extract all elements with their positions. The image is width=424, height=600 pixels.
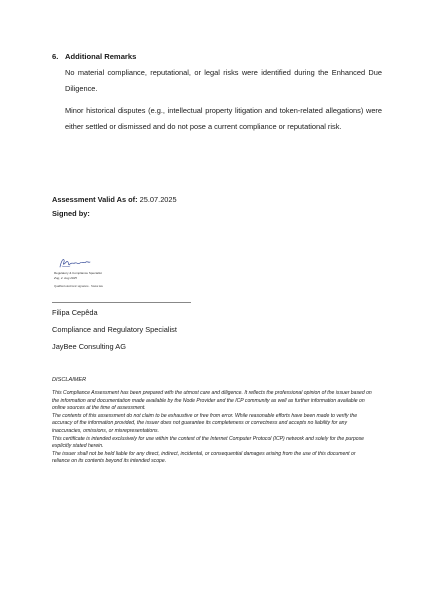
electronic-signature-block <box>54 256 164 296</box>
signer-company: JayBee Consulting AG <box>52 342 126 351</box>
disclaimer-paragraph-1: This Compliance Assessment has been prepared with the utmost care and diligence. It reflects the professional opinion of the issuer based on the information and documentation made available by the Node Provider and the ICP community as well as further information available on online sources at the time of assessment. <box>52 390 372 412</box>
assessment-date: 25.07.2025 <box>139 195 177 204</box>
disclaimer-paragraph-4: The issuer shall not be held liable for any direct, indirect, incidental, or consequential damages arising from the use of this document or reliance on its contents beyond its intended scope. <box>52 450 356 465</box>
disclaimer-paragraph-2: The contents of this assessment do not claim to be exhaustive or free from error. While reasonable efforts have been made to verify the accuracy of the information provided, the issuer does not guarantee its completeness or correctness and accepts no liability for any inaccuracies, omissions, or misrepresentations. <box>52 412 358 434</box>
signature-role: Regulatory & Compliance Specialist <box>54 271 102 275</box>
section-title: Additional Remarks <box>65 52 137 61</box>
signed-by-label: Signed by: <box>52 209 90 218</box>
additional-remarks-section <box>52 51 382 134</box>
assessment-label: Assessment Valid As of: <box>52 195 138 204</box>
signer-name: Filipa Cepêda <box>52 308 98 317</box>
signer-title: Compliance and Regulatory Specialist <box>52 325 177 334</box>
signature-line <box>52 302 191 303</box>
disclaimer-paragraph-3: This certificate is intended exclusively for use within the context of the Internet Computer Protocol (ICP) network and solely for the purpose explicitly stated herein. <box>52 435 365 450</box>
signature-note: Qualified electronic signature · Swiss law <box>54 285 103 288</box>
section-number: 6. <box>52 52 59 61</box>
remarks-paragraph-1: No material compliance, reputational, or legal risks were identified during the Enhanced Due Diligence. <box>65 68 382 93</box>
disclaimer-text <box>52 390 374 466</box>
handwritten-signature <box>58 256 92 270</box>
section-heading <box>52 51 382 63</box>
disclaimer-title: DISCLAIMER <box>52 377 87 383</box>
signature-date: Zug, 2. Aug 2025 <box>54 276 77 280</box>
assessment-validity <box>52 194 177 206</box>
remarks-paragraph-2: Minor historical disputes (e.g., intellectual property litigation and token-related allegations) were either settled or dismissed and do not pose a current compliance or reputational risk. <box>65 106 382 131</box>
